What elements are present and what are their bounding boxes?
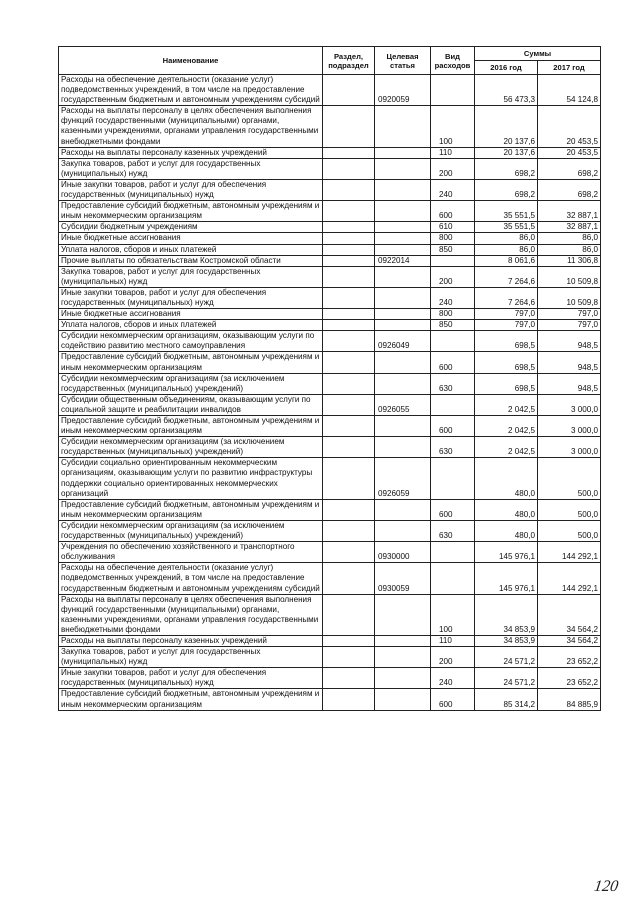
row-section-cell xyxy=(323,287,375,308)
row-type-cell: 240 xyxy=(431,179,475,200)
row-name-cell: Субсидии бюджетным учреждениям xyxy=(59,222,323,233)
row-2016-cell: 480,0 xyxy=(475,520,538,541)
col-header-type: Вид расходов xyxy=(431,47,475,75)
table-row xyxy=(59,266,601,287)
row-2017-cell: 84 885,9 xyxy=(538,689,601,710)
row-2016-cell: 797,0 xyxy=(475,309,538,320)
table-row xyxy=(59,647,601,668)
row-target-cell xyxy=(375,635,431,646)
row-type-cell: 240 xyxy=(431,287,475,308)
row-target-cell xyxy=(375,287,431,308)
row-target-cell xyxy=(375,689,431,710)
row-2016-cell: 34 853,9 xyxy=(475,594,538,635)
row-name-cell: Иные закупки товаров, работ и услуг для обеспечения государственных (муниципальных) нужд xyxy=(59,287,323,308)
row-2016-cell: 35 551,5 xyxy=(475,201,538,222)
row-name-cell: Субсидии некоммерческим организациям (за исключением государственных (муниципальных) учреждений) xyxy=(59,520,323,541)
table-row xyxy=(59,668,601,689)
row-2016-cell: 698,2 xyxy=(475,179,538,200)
row-target-cell xyxy=(375,647,431,668)
row-2017-cell: 797,0 xyxy=(538,320,601,331)
row-2016-cell: 24 571,2 xyxy=(475,668,538,689)
row-2016-cell: 24 571,2 xyxy=(475,647,538,668)
row-type-cell: 800 xyxy=(431,233,475,244)
row-target-cell: 0930059 xyxy=(375,563,431,594)
row-section-cell xyxy=(323,201,375,222)
row-type-cell xyxy=(431,394,475,415)
row-type-cell: 200 xyxy=(431,647,475,668)
row-target-cell xyxy=(375,520,431,541)
row-target-cell xyxy=(375,147,431,158)
table-body xyxy=(59,75,601,711)
row-target-cell xyxy=(375,158,431,179)
row-type-cell xyxy=(431,255,475,266)
row-type-cell xyxy=(431,75,475,106)
table-row xyxy=(59,594,601,635)
row-type-cell: 630 xyxy=(431,520,475,541)
row-2017-cell: 3 000,0 xyxy=(538,416,601,437)
row-type-cell: 100 xyxy=(431,106,475,147)
row-name-cell: Иные бюджетные ассигнования xyxy=(59,233,323,244)
row-name-cell: Закупка товаров, работ и услуг для государственных (муниципальных) нужд xyxy=(59,266,323,287)
col-header-section: Раздел, подраздел xyxy=(323,47,375,75)
row-name-cell: Субсидии социально ориентированным некоммерческим организациям, оказывающим услуги по развитию инфраструктуры поддержки социально ориентированных некоммерческих организаций xyxy=(59,458,323,499)
row-section-cell xyxy=(323,416,375,437)
row-name-cell: Предоставление субсидий бюджетным, автономным учреждениям и иным некоммерческим организациям xyxy=(59,201,323,222)
row-section-cell xyxy=(323,499,375,520)
row-target-cell xyxy=(375,266,431,287)
row-section-cell xyxy=(323,75,375,106)
row-name-cell: Предоставление субсидий бюджетным, автономным учреждениям и иным некоммерческим организациям xyxy=(59,499,323,520)
row-2017-cell: 32 887,1 xyxy=(538,201,601,222)
row-name-cell: Расходы на обеспечение деятельности (оказание услуг) подведомственных учреждений, в том числе на предоставление государственным бюджетным и автономным учреждениям субсидий xyxy=(59,563,323,594)
row-2017-cell: 948,5 xyxy=(538,331,601,352)
row-section-cell xyxy=(323,647,375,668)
row-section-cell xyxy=(323,594,375,635)
row-section-cell xyxy=(323,106,375,147)
row-section-cell xyxy=(323,320,375,331)
row-target-cell xyxy=(375,437,431,458)
row-2017-cell: 948,5 xyxy=(538,352,601,373)
row-type-cell: 610 xyxy=(431,222,475,233)
row-2017-cell: 20 453,5 xyxy=(538,147,601,158)
row-section-cell xyxy=(323,458,375,499)
row-section-cell xyxy=(323,352,375,373)
row-type-cell: 630 xyxy=(431,437,475,458)
row-name-cell: Прочие выплаты по обязательствам Костромской области xyxy=(59,255,323,266)
row-2016-cell: 56 473,3 xyxy=(475,75,538,106)
row-type-cell: 200 xyxy=(431,158,475,179)
row-section-cell xyxy=(323,373,375,394)
row-2017-cell: 54 124,8 xyxy=(538,75,601,106)
row-target-cell xyxy=(375,352,431,373)
row-name-cell: Субсидии некоммерческим организациям (за исключением государственных (муниципальных) учреждений) xyxy=(59,437,323,458)
row-2017-cell: 144 292,1 xyxy=(538,542,601,563)
table-row xyxy=(59,499,601,520)
table-row xyxy=(59,201,601,222)
row-section-cell xyxy=(323,394,375,415)
row-name-cell: Иные бюджетные ассигнования xyxy=(59,309,323,320)
row-2016-cell: 7 264,6 xyxy=(475,266,538,287)
row-name-cell: Предоставление субсидий бюджетным, автономным учреждениям и иным некоммерческим организациям xyxy=(59,352,323,373)
table-row xyxy=(59,222,601,233)
row-2016-cell: 2 042,5 xyxy=(475,394,538,415)
row-2016-cell: 8 061,6 xyxy=(475,255,538,266)
row-type-cell: 110 xyxy=(431,147,475,158)
row-name-cell: Уплата налогов, сборов и иных платежей xyxy=(59,320,323,331)
table-row xyxy=(59,244,601,255)
row-section-cell xyxy=(323,309,375,320)
row-2016-cell: 480,0 xyxy=(475,458,538,499)
table-row xyxy=(59,75,601,106)
table-row xyxy=(59,437,601,458)
row-target-cell xyxy=(375,309,431,320)
row-2016-cell: 145 976,1 xyxy=(475,563,538,594)
row-type-cell xyxy=(431,331,475,352)
row-type-cell: 600 xyxy=(431,352,475,373)
row-type-cell: 630 xyxy=(431,373,475,394)
row-2016-cell: 698,5 xyxy=(475,373,538,394)
table-row xyxy=(59,635,601,646)
row-2017-cell: 32 887,1 xyxy=(538,222,601,233)
row-name-cell: Иные закупки товаров, работ и услуг для обеспечения государственных (муниципальных) нужд xyxy=(59,179,323,200)
row-target-cell xyxy=(375,499,431,520)
row-2017-cell: 500,0 xyxy=(538,458,601,499)
row-2016-cell: 20 137,6 xyxy=(475,106,538,147)
row-name-cell: Расходы на выплаты персоналу в целях обеспечения выполнения функций государственными (муниципальными) органами, казенными учреждениями, органами управления государственными внебюджетными фондами xyxy=(59,594,323,635)
row-2017-cell: 20 453,5 xyxy=(538,106,601,147)
row-name-cell: Расходы на выплаты персоналу казенных учреждений xyxy=(59,147,323,158)
col-header-2016: 2016 год xyxy=(475,61,538,75)
row-2017-cell: 500,0 xyxy=(538,520,601,541)
row-target-cell xyxy=(375,373,431,394)
row-target-cell: 0922014 xyxy=(375,255,431,266)
row-section-cell xyxy=(323,255,375,266)
row-type-cell: 110 xyxy=(431,635,475,646)
row-2016-cell: 698,5 xyxy=(475,352,538,373)
row-section-cell xyxy=(323,244,375,255)
table-row xyxy=(59,331,601,352)
row-type-cell: 600 xyxy=(431,416,475,437)
col-header-sums: Суммы xyxy=(475,47,601,61)
row-2016-cell: 35 551,5 xyxy=(475,222,538,233)
row-name-cell: Субсидии некоммерческим организациям, оказывающим услуги по содействию развитию местного самоуправления xyxy=(59,331,323,352)
table-row xyxy=(59,233,601,244)
row-name-cell: Предоставление субсидий бюджетным, автономным учреждениям и иным некоммерческим организациям xyxy=(59,689,323,710)
row-type-cell: 600 xyxy=(431,201,475,222)
row-2016-cell: 85 314,2 xyxy=(475,689,538,710)
row-name-cell: Предоставление субсидий бюджетным, автономным учреждениям и иным некоммерческим организациям xyxy=(59,416,323,437)
row-name-cell: Расходы на выплаты персоналу казенных учреждений xyxy=(59,635,323,646)
row-type-cell: 850 xyxy=(431,244,475,255)
row-target-cell: 0920059 xyxy=(375,75,431,106)
row-2016-cell: 20 137,6 xyxy=(475,147,538,158)
table-row xyxy=(59,352,601,373)
row-2016-cell: 480,0 xyxy=(475,499,538,520)
row-target-cell xyxy=(375,222,431,233)
row-2017-cell: 86,0 xyxy=(538,244,601,255)
table-row xyxy=(59,106,601,147)
row-target-cell xyxy=(375,244,431,255)
table-row xyxy=(59,542,601,563)
row-2017-cell: 11 306,8 xyxy=(538,255,601,266)
row-2017-cell: 3 000,0 xyxy=(538,437,601,458)
row-2017-cell: 23 652,2 xyxy=(538,668,601,689)
row-target-cell xyxy=(375,320,431,331)
row-type-cell: 850 xyxy=(431,320,475,331)
row-name-cell: Закупка товаров, работ и услуг для государственных (муниципальных) нужд xyxy=(59,647,323,668)
row-2017-cell: 10 509,8 xyxy=(538,266,601,287)
row-2016-cell: 698,5 xyxy=(475,331,538,352)
table-row xyxy=(59,520,601,541)
row-section-cell xyxy=(323,233,375,244)
row-type-cell: 800 xyxy=(431,309,475,320)
row-section-cell xyxy=(323,635,375,646)
row-name-cell: Уплата налогов, сборов и иных платежей xyxy=(59,244,323,255)
table-row xyxy=(59,179,601,200)
row-type-cell xyxy=(431,542,475,563)
table-row xyxy=(59,689,601,710)
row-target-cell xyxy=(375,233,431,244)
row-name-cell: Расходы на обеспечение деятельности (оказание услуг) подведомственных учреждений, в том числе на предоставление государственным бюджетным и автономным учреждениям субсидий xyxy=(59,75,323,106)
row-2017-cell: 698,2 xyxy=(538,179,601,200)
row-section-cell xyxy=(323,222,375,233)
budget-table-sheet xyxy=(58,46,600,711)
row-target-cell xyxy=(375,594,431,635)
table-row xyxy=(59,147,601,158)
row-type-cell xyxy=(431,458,475,499)
budget-table xyxy=(58,46,601,711)
row-section-cell xyxy=(323,158,375,179)
row-target-cell: 0926055 xyxy=(375,394,431,415)
row-2017-cell: 948,5 xyxy=(538,373,601,394)
row-section-cell xyxy=(323,266,375,287)
row-2016-cell: 7 264,6 xyxy=(475,287,538,308)
row-section-cell xyxy=(323,331,375,352)
row-section-cell xyxy=(323,689,375,710)
row-name-cell: Закупка товаров, работ и услуг для государственных (муниципальных) нужд xyxy=(59,158,323,179)
row-2017-cell: 144 292,1 xyxy=(538,563,601,594)
row-section-cell xyxy=(323,179,375,200)
table-row xyxy=(59,320,601,331)
table-row xyxy=(59,373,601,394)
row-2016-cell: 2 042,5 xyxy=(475,437,538,458)
row-2017-cell: 698,2 xyxy=(538,158,601,179)
table-row xyxy=(59,309,601,320)
row-2017-cell: 500,0 xyxy=(538,499,601,520)
row-type-cell: 100 xyxy=(431,594,475,635)
table-row xyxy=(59,563,601,594)
row-target-cell xyxy=(375,416,431,437)
table-row xyxy=(59,287,601,308)
table-row xyxy=(59,416,601,437)
col-header-name: Наименование xyxy=(59,47,323,75)
row-section-cell xyxy=(323,563,375,594)
col-header-2017: 2017 год xyxy=(538,61,601,75)
row-section-cell xyxy=(323,437,375,458)
row-section-cell xyxy=(323,520,375,541)
row-target-cell: 0926059 xyxy=(375,458,431,499)
row-target-cell xyxy=(375,668,431,689)
row-type-cell: 240 xyxy=(431,668,475,689)
row-section-cell xyxy=(323,668,375,689)
row-2016-cell: 86,0 xyxy=(475,244,538,255)
row-2016-cell: 698,2 xyxy=(475,158,538,179)
row-2016-cell: 2 042,5 xyxy=(475,416,538,437)
row-section-cell xyxy=(323,147,375,158)
row-2017-cell: 23 652,2 xyxy=(538,647,601,668)
row-section-cell xyxy=(323,542,375,563)
row-target-cell xyxy=(375,106,431,147)
row-2016-cell: 145 976,1 xyxy=(475,542,538,563)
row-2017-cell: 86,0 xyxy=(538,233,601,244)
row-type-cell: 600 xyxy=(431,689,475,710)
table-row xyxy=(59,158,601,179)
row-name-cell: Расходы на выплаты персоналу в целях обеспечения выполнения функций государственными (муниципальными) органами, казенными учреждениями, органами управления государственными внебюджетными фондами xyxy=(59,106,323,147)
row-type-cell xyxy=(431,563,475,594)
row-name-cell: Субсидии некоммерческим организациям (за исключением государственных (муниципальных) учреждений) xyxy=(59,373,323,394)
row-2017-cell: 3 000,0 xyxy=(538,394,601,415)
table-row xyxy=(59,394,601,415)
page-number: 120 xyxy=(592,878,620,895)
row-type-cell: 200 xyxy=(431,266,475,287)
row-name-cell: Иные закупки товаров, работ и услуг для обеспечения государственных (муниципальных) нужд xyxy=(59,668,323,689)
row-2017-cell: 34 564,2 xyxy=(538,635,601,646)
row-name-cell: Субсидии общественным объединениям, оказывающим услуги по социальной защите и реабилитации инвалидов xyxy=(59,394,323,415)
row-2017-cell: 10 509,8 xyxy=(538,287,601,308)
row-2017-cell: 34 564,2 xyxy=(538,594,601,635)
row-target-cell: 0930000 xyxy=(375,542,431,563)
row-2017-cell: 797,0 xyxy=(538,309,601,320)
row-name-cell: Учреждения по обеспечению хозяйственного и транспортного обслуживания xyxy=(59,542,323,563)
row-2016-cell: 86,0 xyxy=(475,233,538,244)
table-row xyxy=(59,255,601,266)
row-2016-cell: 34 853,9 xyxy=(475,635,538,646)
row-target-cell xyxy=(375,179,431,200)
row-type-cell: 600 xyxy=(431,499,475,520)
row-target-cell: 0926049 xyxy=(375,331,431,352)
row-target-cell xyxy=(375,201,431,222)
col-header-target: Целевая статья xyxy=(375,47,431,75)
table-row xyxy=(59,458,601,499)
row-2016-cell: 797,0 xyxy=(475,320,538,331)
